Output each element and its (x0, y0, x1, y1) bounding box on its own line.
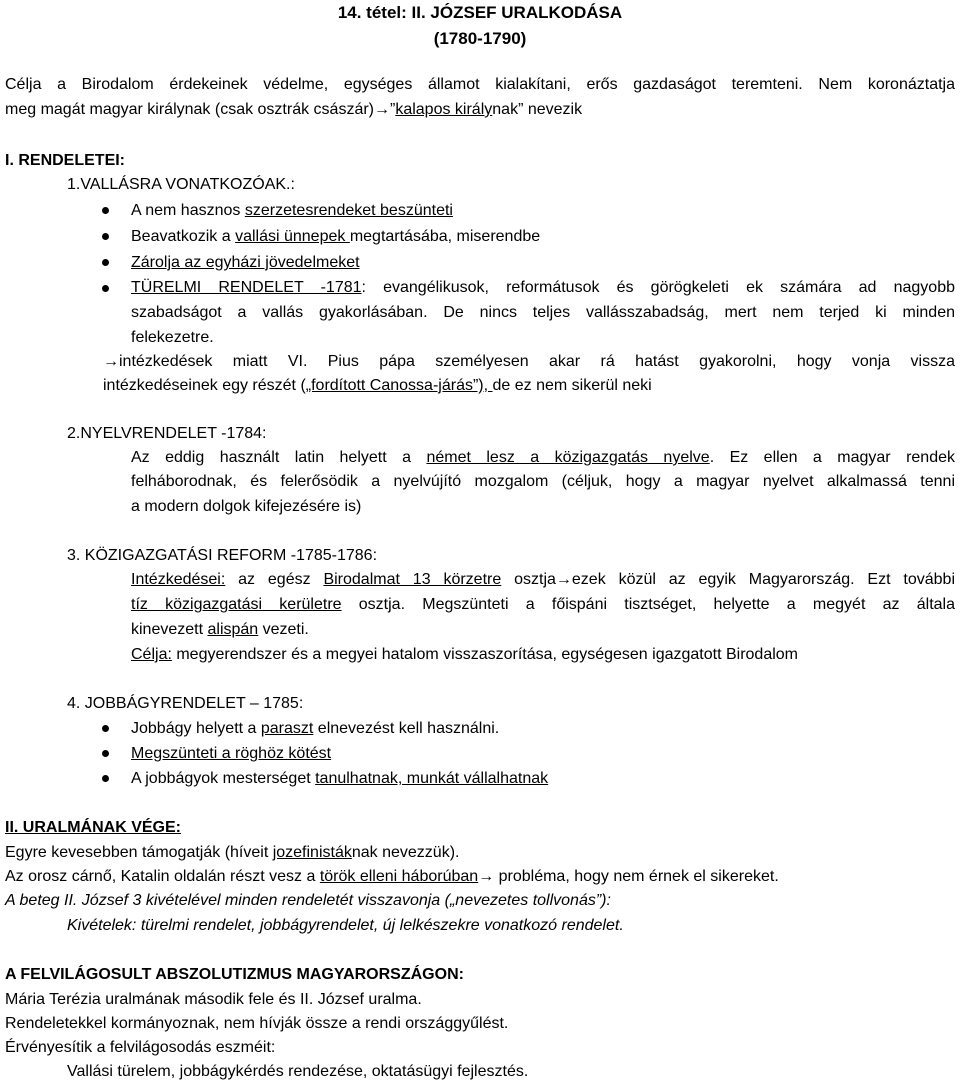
underlined-text: tíz közigazgatási kerületre (131, 596, 342, 613)
text: Jobbágy helyett a (131, 720, 261, 737)
text: az egész (225, 571, 324, 588)
text: intézkedéseinek egy részét ( (103, 377, 306, 394)
vallas-bullet-2 (131, 227, 540, 247)
page-title: 14. tétel: II. JÓZSEF URALKODÁSA (337, 3, 623, 22)
text: vezeti. (258, 621, 309, 638)
vallas-bullet-1 (131, 201, 453, 221)
bullet-icon (102, 775, 109, 782)
text: osztja→ezek közül az egyik Magyarország. Ezt további (501, 571, 955, 588)
bullet-icon (102, 233, 109, 240)
bullet-icon (102, 750, 109, 757)
kozig-line-1 (131, 570, 955, 590)
underlined-text: tanulhatnak, munkát vállalhatnak (315, 770, 549, 787)
vege-line-4: Kivételek: türelmi rendelet, jobbágyrendelet, új lelkészekre vonatkozó rendelet. (67, 917, 624, 934)
nyelv-line-1 (131, 448, 955, 468)
jobbagy-heading: 4. JOBBÁGYRENDELET – 1785: (67, 695, 304, 712)
vallas-bullet-3 (131, 253, 360, 273)
text: : evangélikusok, reformátusok és görögkeleti ek számára ad nagyobb (361, 279, 955, 296)
arrow-icon: → (374, 101, 390, 118)
text: elnevezést kell használni. (313, 720, 500, 737)
felvilagosult-line-1: Mária Terézia uralmának második fele és II. József uralma. (5, 991, 422, 1008)
text: osztja. Megszünteti a főispáni tisztséget, helyette a megyét az általa (341, 596, 955, 613)
vallas-heading: 1.VALLÁSRA VONATKOZÓAK.: (67, 176, 295, 193)
text: de ez nem sikerül neki (492, 377, 652, 394)
text: megyerendszer és a megyei hatalom visszaszorítása, egységesen igazgatott Birodalom (171, 646, 798, 663)
kozig-line-3 (131, 620, 309, 640)
turelmi-rendelet-line-3: felekezetre. (131, 329, 214, 346)
intro-line-1: Célja a Birodalom érdekeinek védelme, egységes államot kialakítani, erős gazdaságot teremteni. Nem koronáztatja (5, 76, 955, 93)
jobbagy-bullet-2 (131, 744, 331, 764)
nyelv-line-3: a modern dolgok kifejezésére is) (131, 498, 362, 515)
vege-line-2 (5, 867, 779, 887)
underlined-text: paraszt (260, 720, 314, 737)
turelmi-rendelet-line-1 (131, 278, 955, 298)
section-vege-heading: II. URALMÁNAK VÉGE: (5, 819, 181, 836)
text: Beavatkozik a (131, 228, 236, 245)
text: . Ez ellen a magyar rendek (709, 449, 955, 466)
pope-line-2 (103, 376, 652, 396)
kozig-line-2 (131, 595, 955, 615)
text: Az orosz cárnő, Katalin oldalán részt vesz a (5, 868, 320, 885)
underlined-text: Zárolja az egyházi jövedelmeket (131, 254, 360, 271)
text: Egyre kevesebben támogatják (híveit (5, 844, 273, 861)
text: kinevezett (131, 621, 208, 638)
section-felvilagosult-heading: A FELVILÁGOSULT ABSZOLUTIZMUS MAGYARORSZÁGON: (5, 966, 464, 983)
underlined-text: jozefinisták (272, 844, 352, 861)
text: Az eddig használt latin helyett a (131, 449, 427, 466)
text: A nem hasznos (131, 202, 245, 219)
page-subtitle: (1780-1790) (433, 29, 527, 48)
bullet-icon (102, 259, 109, 266)
underlined-text: Célja: (131, 646, 172, 663)
nyelv-line-2: felháborodnak, és felerősödik a nyelvújító mozgalom (céljuk, hogy a magyar nyelvet alkalmassá tenni (131, 473, 955, 490)
text: A jobbágyok mesterséget (131, 770, 316, 787)
text: nak nevezzük). (351, 844, 460, 861)
felvilagosult-line-3: Érvényesítik a felvilágosodás eszméit: (5, 1039, 276, 1056)
kalapos-kiraly: kalapos király (395, 101, 493, 118)
underlined-text: Birodalmat 13 körzetre (323, 571, 502, 588)
turelmi-rendelet-line-2: szabadságot a vallás gyakorlásában. De nincs teljes vallásszabadság, mert nem terjed ki minden (131, 304, 955, 321)
intro-line-2: meg magát magyar királynak (csak osztrák császár)→”kalapos királynak” nevezik (5, 101, 583, 118)
turelmi-rendelet: TÜRELMI RENDELET -1781 (131, 279, 362, 296)
underlined-text: Megszünteti a röghöz kötést (131, 745, 332, 762)
underlined-text: török elleni háborúban (319, 868, 479, 885)
nyelv-heading: 2.NYELVRENDELET -1784: (67, 425, 267, 442)
bullet-icon (102, 207, 109, 214)
pope-line-1: →intézkedések miatt VI. Pius pápa személyesen akar rá hatást gyakorolni, hogy vonja vissza (103, 353, 955, 370)
jobbagy-bullet-1 (131, 719, 499, 739)
bullet-icon (102, 285, 109, 292)
intro-text-end: nak” nevezik (492, 101, 583, 118)
kozig-heading: 3. KÖZIGAZGATÁSI REFORM -1785-1786: (67, 547, 378, 564)
text: → probléma, hogy nem érnek el sikereket. (478, 868, 779, 885)
underlined-text: Intézkedései: (131, 571, 226, 588)
section-rendeletei-heading: I. RENDELETEI: (5, 152, 126, 169)
felvilagosult-line-4: Vallási türelem, jobbágykérdés rendezése, oktatásügyi fejlesztés. (67, 1063, 529, 1080)
underlined-text: szerzetesrendeket beszünteti (244, 202, 453, 219)
bullet-icon (102, 725, 109, 732)
vege-line-1 (5, 843, 459, 863)
kozig-line-4 (131, 645, 798, 665)
canossa-text: „fordított Canossa-járás”), (305, 377, 493, 394)
underlined-text: vallási ünnepek (235, 228, 350, 245)
jobbagy-bullet-3 (131, 769, 548, 789)
felvilagosult-line-2: Rendeletekkel kormányoznak, nem hívják össze a rendi országgyűlést. (5, 1015, 509, 1032)
underlined-text: alispán (207, 621, 259, 638)
vege-line-3: A beteg II. József 3 kivételével minden rendeletét visszavonja („nevezetes tollvonás”): (5, 892, 611, 909)
intro-text: meg magát magyar királynak (csak osztrák császár) (5, 101, 374, 118)
nemet-nyelv: német lesz a közigazgatás nyelve (426, 449, 710, 466)
text: megtartásába, miserendbe (349, 228, 541, 245)
